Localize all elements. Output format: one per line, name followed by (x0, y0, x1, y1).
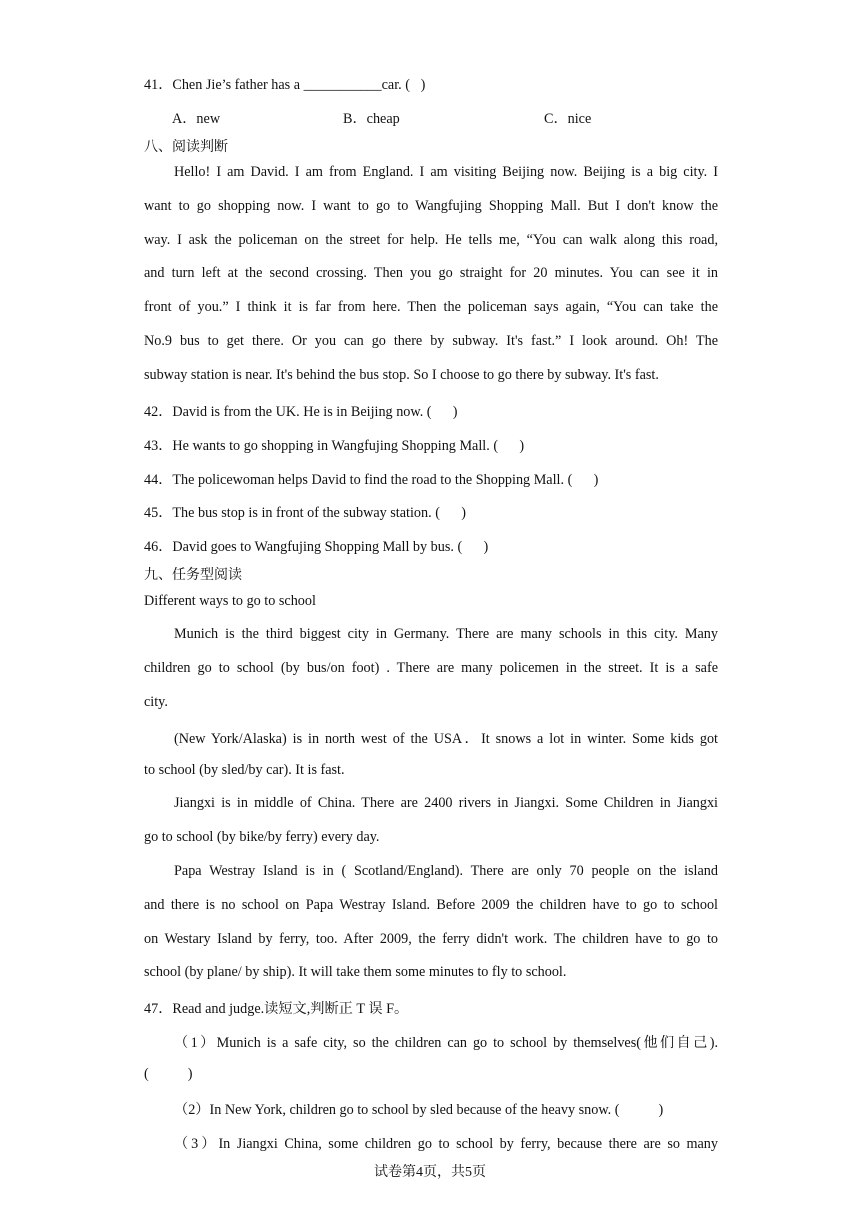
reading-line: Papa Westray Island is in ( Scotland/England). There are only 70 people on the island (174, 863, 718, 879)
question-44: 44．The policewoman helps David to find the road to the Shopping Mall. ( ) (144, 472, 599, 488)
option-c: C．nice (544, 111, 592, 127)
question-46: 46．David goes to Wangfujing Shopping Mall by bus. ( ) (144, 539, 489, 555)
question-42: 42．David is from the UK. He is in Beijing now. ( ) (144, 404, 458, 420)
reading-line: Munich is the third biggest city in Germany. There are many schools in this city. Many (174, 626, 718, 642)
judge-item-1: （1）Munich is a safe city, so the children can go to school by themselves(他们自己). (174, 1035, 718, 1051)
reading-line: on Westary Island by ferry, too. After 2009, the ferry didn't work. The children have to go to (144, 931, 718, 947)
option-a: A．new (172, 111, 221, 127)
passage-line: want to go shopping now. I want to go to Wangfujing Shopping Mall. But I don't know the (144, 198, 718, 214)
question-45: 45．The bus stop is in front of the subway station. ( ) (144, 505, 466, 521)
reading-line: Jiangxi is in middle of China. There are 2400 rivers in Jiangxi. Some Children in Jiangxi (174, 795, 718, 811)
judge-item-3: （3）In Jiangxi China, some children go to school by ferry, because there are so many (174, 1136, 718, 1152)
reading-line: to school (by sled/by car). It is fast. (144, 762, 345, 778)
question-43: 43．He wants to go shopping in Wangfujing Shopping Mall. ( ) (144, 438, 525, 454)
passage-line: way. I ask the policeman on the street for help. He tells me, “You can walk along this road, (144, 232, 718, 248)
question-47: 47．Read and judge.读短文,判断正 T 误 F。 (144, 1001, 409, 1017)
judge-item-2: （2）In New York, children go to school by sled because of the heavy snow. ( ) (174, 1102, 664, 1118)
passage-line: and turn left at the second crossing. Then you go straight for 20 minutes. You can see it in (144, 265, 718, 281)
reading-title: Different ways to go to school (144, 593, 316, 609)
reading-line: go to school (by bike/by ferry) every day. (144, 829, 380, 845)
reading-line: children go to school (by bus/on foot) . There are many policemen in the street. It is a safe (144, 660, 718, 676)
passage-line: front of you.” I think it is far from here. Then the policeman says again, “You can take the (144, 299, 718, 315)
option-b: B．cheap (343, 111, 400, 127)
section-8-heading: 八、阅读判断 (144, 139, 228, 155)
passage-line: subway station is near. It's behind the bus stop. So I choose to go there by subway. It's fast. (144, 367, 659, 383)
reading-line: and there is no school on Papa Westray Island. Before 2009 the children have to go to school (144, 897, 718, 913)
page-footer: 试卷第4页，共5页 (374, 1165, 486, 1180)
judge-item-1-blank: ( ) (144, 1066, 193, 1082)
reading-line: city. (144, 694, 168, 710)
passage-line: No.9 bus to get there. Or you can go there by subway. It's fast.” I look around. Oh! The (144, 333, 718, 349)
passage-line: Hello! I am David. I am from England. I am visiting Beijing now. Beijing is a big city. I (174, 164, 718, 180)
section-9-heading: 九、任务型阅读 (144, 567, 242, 583)
reading-line: school (by plane/ by ship). It will take them some minutes to fly to school. (144, 964, 567, 980)
question-41: 41．Chen Jie’s father has a ___________car. ( ) (144, 77, 426, 93)
reading-line: (New York/Alaska) is in north west of the USA．It snows a lot in winter. Some kids got (174, 731, 718, 747)
